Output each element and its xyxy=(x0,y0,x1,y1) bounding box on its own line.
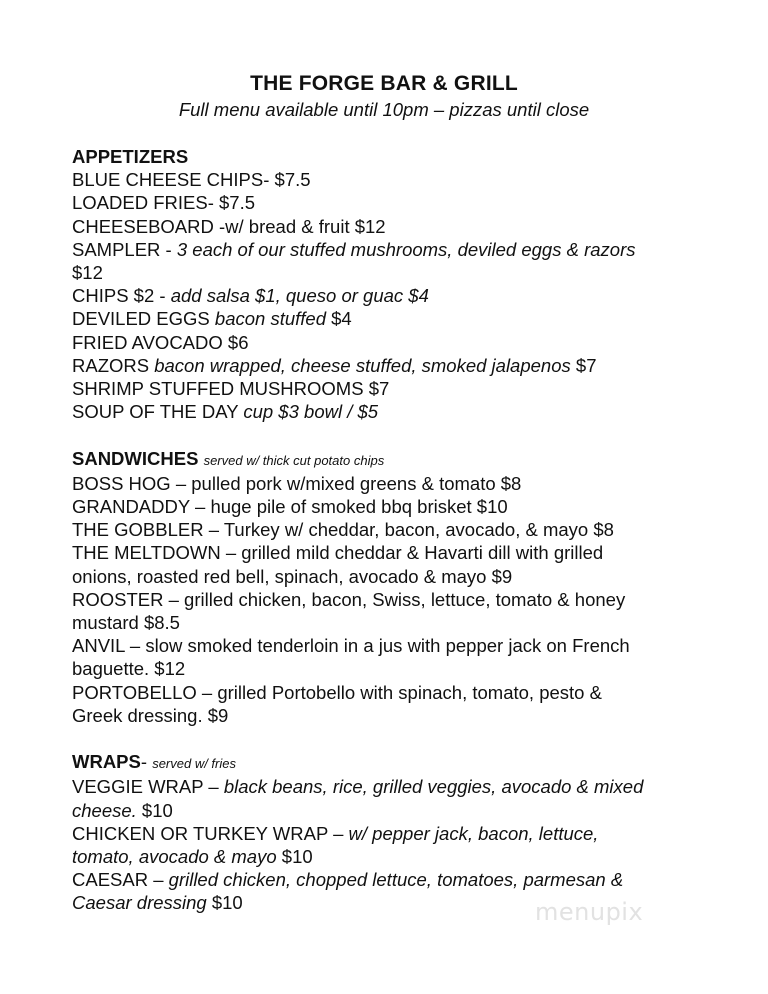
section-spacer xyxy=(72,423,732,446)
item-text: THE GOBBLER – Turkey w/ cheddar, bacon, avocado, & mayo $8 xyxy=(72,519,614,541)
sandwiches-menu-line xyxy=(72,588,732,611)
appetizers-list xyxy=(72,168,732,423)
item-description: black beans, rice, grilled veggies, avocado & mixed xyxy=(223,776,644,798)
item-text: CHEESEBOARD -w/ bread & fruit $12 xyxy=(72,215,386,237)
item-text: $7 xyxy=(570,354,597,376)
item-text: RAZORS xyxy=(72,354,155,376)
appetizers-menu-line xyxy=(72,331,732,354)
item-text: $12 xyxy=(72,262,103,284)
appetizers-menu-line xyxy=(72,400,732,423)
item-text: $4 xyxy=(326,308,352,330)
item-text: Greek dressing. $9 xyxy=(72,704,229,726)
item-description: w/ pepper jack, bacon, lettuce, xyxy=(348,822,599,844)
item-text: mustard $8.5 xyxy=(72,612,180,634)
sandwiches-menu-line xyxy=(72,704,732,727)
item-description: tomato, avocado & mayo xyxy=(72,846,277,868)
item-text: onions, roasted red bell, spinach, avocado & mayo $9 xyxy=(72,565,513,587)
menupix-watermark: menupix xyxy=(535,898,644,926)
item-text: CHICKEN OR TURKEY WRAP – xyxy=(72,822,349,844)
sandwiches-menu-line xyxy=(72,472,732,495)
restaurant-title: THE FORGE BAR & GRILL xyxy=(250,72,518,95)
sandwiches-note: served w/ thick cut potato chips xyxy=(203,452,385,468)
item-text: PORTOBELLO – grilled Portobello with spinach, tomato, pesto & xyxy=(72,681,602,703)
item-text: $10 xyxy=(136,799,173,821)
item-text: BOSS HOG – pulled pork w/mixed greens & tomato $8 xyxy=(72,472,522,494)
item-text: ANVIL – slow smoked tenderloin in a jus with pepper jack on French xyxy=(72,635,630,657)
wraps-menu-line xyxy=(72,822,732,845)
wraps-menu-line xyxy=(72,868,732,891)
item-description: grilled chicken, chopped lettuce, tomatoes, parmesan & xyxy=(168,869,624,891)
item-text: baguette. $12 xyxy=(72,658,186,680)
item-text: VEGGIE WRAP – xyxy=(72,776,224,798)
item-text: $10 xyxy=(206,892,243,914)
sandwiches-heading-row xyxy=(72,447,732,472)
sandwiches-menu-line xyxy=(72,611,732,634)
item-description: cheese. xyxy=(72,799,137,821)
appetizers-menu-line xyxy=(72,307,732,330)
appetizers-menu-line xyxy=(72,261,732,284)
sandwiches-list xyxy=(72,472,732,727)
item-text: DEVILED EGGS xyxy=(72,308,215,330)
appetizers-menu-line xyxy=(72,215,732,238)
menu-body xyxy=(72,145,732,915)
appetizers-heading-row xyxy=(72,145,732,168)
appetizers-menu-line xyxy=(72,238,732,261)
item-description: bacon stuffed xyxy=(214,308,326,330)
sandwiches-menu-line xyxy=(72,681,732,704)
item-text: ROOSTER – grilled chicken, bacon, Swiss, lettuce, tomato & honey xyxy=(72,588,626,610)
wraps-heading-suffix: - xyxy=(140,751,153,773)
item-text: GRANDADDY – huge pile of smoked bbq brisket $10 xyxy=(72,496,508,518)
sandwiches-menu-line xyxy=(72,634,732,657)
appetizers-menu-line xyxy=(72,377,732,400)
wraps-list xyxy=(72,775,732,914)
menu-subtitle: Full menu available until 10pm – pizzas until close xyxy=(178,99,590,120)
item-text: SAMPLER - xyxy=(72,238,177,260)
appetizers-menu-line xyxy=(72,354,732,377)
wraps-menu-line xyxy=(72,799,732,822)
wraps-note: served w/ fries xyxy=(152,756,236,772)
item-text: SOUP OF THE DAY xyxy=(72,401,244,423)
appetizers-menu-line xyxy=(72,284,732,307)
item-text: LOADED FRIES- $7.5 xyxy=(72,192,256,214)
appetizers-menu-line xyxy=(72,168,732,191)
item-description: add salsa $1, queso or guac $4 xyxy=(170,285,429,307)
item-description: cup $3 bowl / $5 xyxy=(243,401,379,423)
item-text: THE MELTDOWN – grilled mild cheddar & Havarti dill with grilled xyxy=(72,542,604,564)
item-description: 3 each of our stuffed mushrooms, deviled eggs & razors xyxy=(176,238,636,260)
sandwiches-menu-line xyxy=(72,565,732,588)
sandwiches-menu-line xyxy=(72,518,732,541)
section-spacer xyxy=(72,727,732,750)
item-text: SHRIMP STUFFED MUSHROOMS $7 xyxy=(72,378,390,400)
item-description: bacon wrapped, cheese stuffed, smoked jalapenos xyxy=(154,354,571,376)
item-text: $10 xyxy=(276,846,313,868)
sandwiches-menu-line xyxy=(72,495,732,518)
appetizers-menu-line xyxy=(72,191,732,214)
item-description: Caesar dressing xyxy=(72,892,207,914)
item-text: FRIED AVOCADO $6 xyxy=(72,331,249,353)
item-text: BLUE CHEESE CHIPS- $7.5 xyxy=(72,169,311,191)
appetizers-heading: APPETIZERS xyxy=(72,146,189,167)
wraps-heading-row xyxy=(72,750,732,775)
sandwiches-heading: SANDWICHES xyxy=(72,447,199,469)
item-text: CAESAR – xyxy=(72,869,169,891)
item-text: CHIPS $2 - xyxy=(72,285,171,307)
wraps-menu-line xyxy=(72,775,732,798)
wraps-heading: WRAPS xyxy=(72,751,141,773)
sandwiches-menu-line xyxy=(72,541,732,564)
sandwiches-menu-line xyxy=(72,657,732,680)
wraps-menu-line xyxy=(72,845,732,868)
